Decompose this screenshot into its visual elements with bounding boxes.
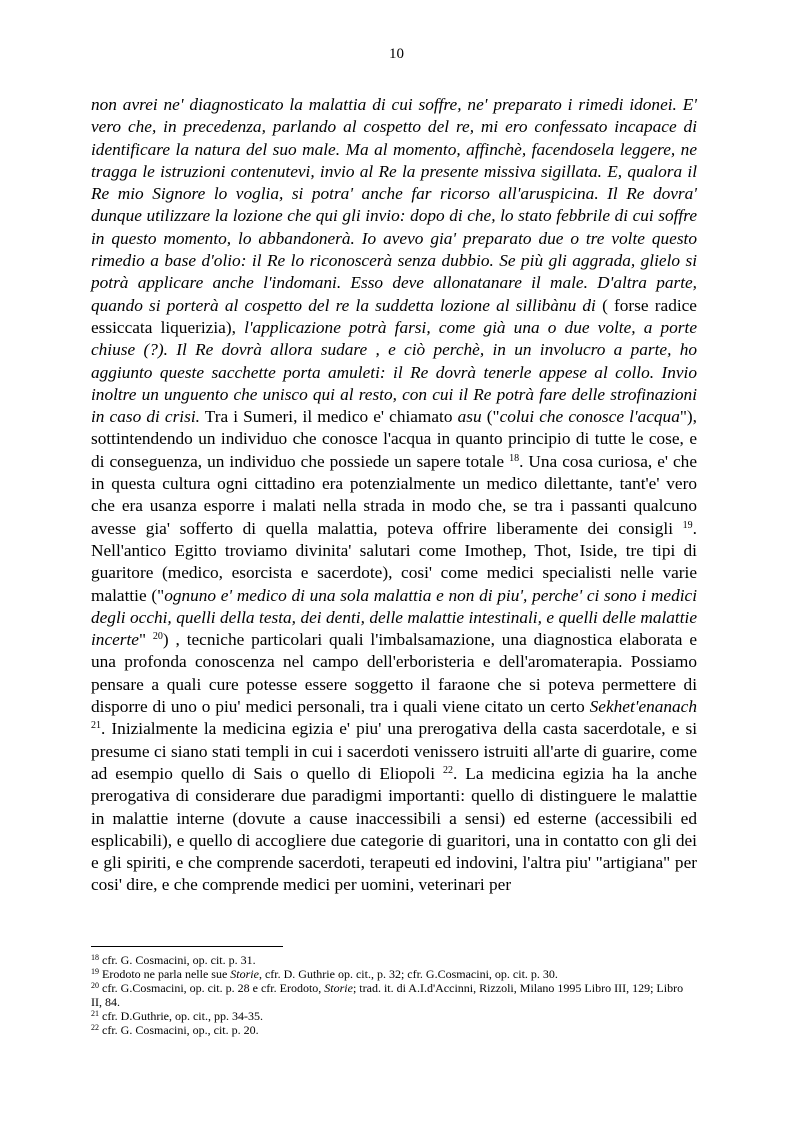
footnote-19 bbox=[91, 967, 697, 981]
page-number: 10 bbox=[389, 46, 404, 62]
body-span: . Nell'antico Egitto troviamo divinita' salutari come Imothep, Thot, Iside, tre tipi di guaritore (medico, esorcista e sacerdote), cosi' come medici specialisti nelle varie malattie (" bbox=[91, 518, 697, 605]
body-span: Tra i Sumeri, il medico e' chiamato bbox=[199, 407, 458, 427]
footnote-separator bbox=[91, 946, 283, 947]
quoted-specialists: ognuno e' medico di una sola malattia e non di piu', perche' ci sono i medici degli occhi, quelli della testa, dei denti, delle malattie intestinali, e quelli delle malattie incerte bbox=[91, 585, 697, 650]
footnote-number: 21 bbox=[91, 1009, 99, 1018]
footnote-text: , cfr. D. Guthrie op. cit., p. 32; cfr. G.Cosmacini, op. cit. p. 30. bbox=[258, 967, 558, 981]
quoted-letter-part2: l'applicazione potrà farsi, come già una o due volte, a porte chiuse (?). Il Re dovrà allora sudare , e ciò perchè, in un involucro a parte, ho aggiunto queste sacchette porta amuleti: il Re dovrà tenerle appese al collo. Invio inoltre un unguento che unisco qui al resto, con cui il Re potrà fare delle strofinazioni in caso di crisi. bbox=[91, 317, 698, 427]
footnote-20 bbox=[91, 981, 697, 1009]
body-span: . Una cosa curiosa, e' che in questa cultura ogni cittadino era potenzialmente un medico dilettante, tant'e' vero che era usanza esporre i malati nella strada in modo che, se tra i passanti qualcuno avesse gia' sofferto di quella malattia, poteva offrire liberamente dei consigli bbox=[91, 451, 697, 538]
footnote-18 bbox=[91, 953, 697, 967]
body-span: (" bbox=[481, 407, 500, 427]
body-span: " bbox=[138, 630, 153, 650]
footnote-ref-22[interactable]: 22 bbox=[442, 764, 453, 776]
footnote-ref-19[interactable]: 19 bbox=[682, 519, 693, 531]
footnote-ref-18[interactable]: 18 bbox=[509, 452, 520, 464]
body-span: ( forse radice essiccata liquerizia), bbox=[91, 295, 697, 337]
footnote-number: 19 bbox=[91, 967, 99, 976]
footnote-21 bbox=[91, 1009, 697, 1023]
quoted-letter-part1: non avrei ne' diagnosticato la malattia di cui soffre, ne' preparato i rimedi idonei. E' vero che, in precedenza, parlando al cospetto del re, mi ero confessato incapace di identificare la natura del suo male. Ma al momento, affinchè, facendosela leggere, ne tragga le istruzioni contenutevi, invio al Re la presente missiva sigillata. E, qualora il Re mio Signore lo voglia, si potra' anche far ricorso all'aruspicina. Il Re dovra' dunque utilizzare la lozione che qui gli invio: dopo di che, lo stato febbrile di cui soffre in questo momento, lo abbandonerà. Io avevo gia' preparato due o tre volte questo rimedio a base d'olio: il Re lo riconoscerà senza dubbio. Se più gli aggrada, glielo si potrà applicare anche l'indomani. Esso deve allonatanare il male. D'altra parte, quando si porterà al cospetto del re la suddetta lozione al sillibànu di bbox=[91, 95, 697, 315]
footnote-text: cfr. D.Guthrie, op. cit., pp. 34-35. bbox=[99, 1009, 263, 1023]
term-sekhetenanach: Sekhet'enanach bbox=[589, 697, 697, 717]
footnote-ref-20[interactable]: 20 bbox=[152, 631, 163, 643]
footnote-text: ; trad. it. di A.I.d'Accinni, Rizzoli, Milano 1995 Libro III, 129; Libro II, 84. bbox=[91, 981, 684, 1009]
footnote-ref-21[interactable]: 21 bbox=[91, 720, 101, 732]
body-span: . La medicina egizia ha la anche prerogativa di considerare due paradigmi importanti: quello di distinguere le malattie in malattie interne (dovute a cause inaccessibili a sensi) ed esterne (accessibili ed esplicabili), e quello di accogliere due categorie di guaritori, una in contatto con gli dei e gli spiriti, e che comprende sacerdoti, terapeuti ed indovini, l'altra piu' "artigiana" per cosi' dire, e che comprende medici per uomini, veterinari per bbox=[91, 763, 697, 895]
body-text bbox=[91, 94, 697, 897]
footnote-text: cfr. G.Cosmacini, op. cit. p. 28 e cfr. Erodoto, bbox=[99, 981, 325, 995]
body-span: "), sottintendendo un individuo che conosce l'acqua in quanto principio di tutte le cose, e di conseguenza, un individuo che possiede un sapere totale bbox=[91, 407, 697, 471]
footnote-number: 20 bbox=[91, 981, 99, 990]
footnote-title: Storie bbox=[324, 981, 353, 995]
term-translation: colui che conosce l'acqua bbox=[499, 407, 680, 427]
footnote-number: 22 bbox=[91, 1023, 99, 1032]
footnote-number: 18 bbox=[91, 953, 99, 962]
footnote-text: cfr. G. Cosmacini, op., cit. p. 20. bbox=[99, 1023, 259, 1037]
body-span: ) , tecniche particolari quali l'imbalsamazione, una diagnostica elaborata e una profonda conoscenza nel campo dell'erboristeria e dell'aromaterapia. Possiamo pensare a quali cure potesse essere soggetto il faraone che si poteva permettere di disporre di uno o piu' medici personali, tra i quali viene citato un certo bbox=[91, 630, 698, 717]
footnote-title: Storie bbox=[230, 967, 259, 981]
footnotes bbox=[91, 953, 697, 1037]
footnote-text: cfr. G. Cosmacini, op. cit. p. 31. bbox=[99, 953, 256, 967]
body-span: . Inizialmente la medicina egizia e' piu' una prerogativa della casta sacerdotale, e si presume ci siano stati templi in cui i sacerdoti venissero istruiti all'arte di guarire, come ad esempio quello di Sais o quello di Eliopoli bbox=[91, 719, 697, 783]
footnote-22 bbox=[91, 1023, 697, 1037]
footnote-text: Erodoto ne parla nelle sue bbox=[99, 967, 231, 981]
term-asu: asu bbox=[457, 407, 482, 427]
